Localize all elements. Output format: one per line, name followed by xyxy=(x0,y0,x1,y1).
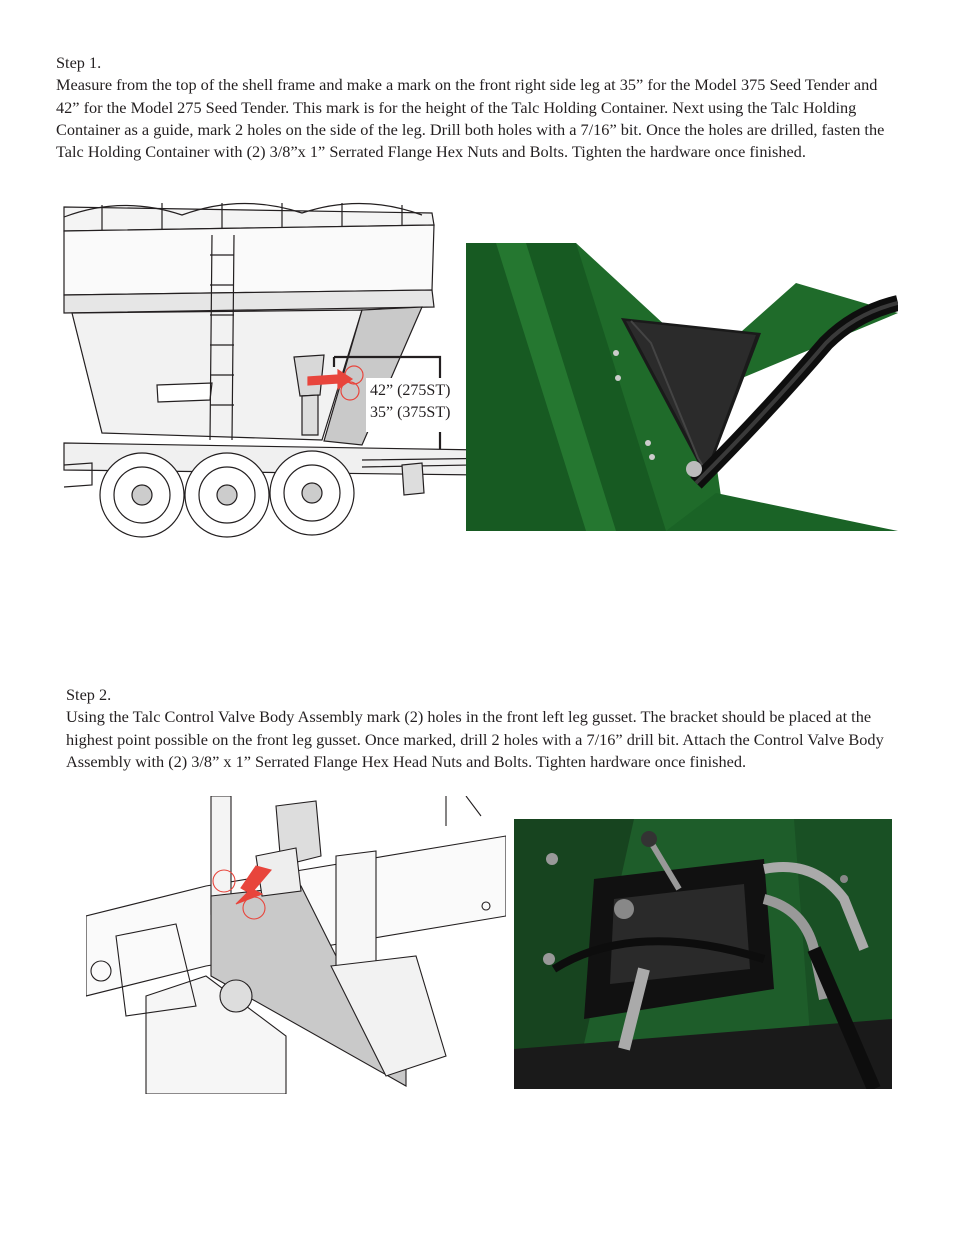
valve-assembly-drawing xyxy=(86,796,506,1094)
step-1-heading: Step 1. xyxy=(56,53,102,72)
callout-275st: 42” (275ST) xyxy=(370,382,451,399)
step-1-text xyxy=(56,52,896,163)
step-2-heading: Step 2. xyxy=(66,685,112,704)
step-1-body: Measure from the top of the shell frame and make a mark on the front right side leg at 35” for the Model 375 Seed Tender and 42” for the Model 275 Seed Tender. This mark is for the height of the Talc Holding Container. Next using the Talc Holding Container as a guide, mark 2 holes on the side of the leg. Drill both holes with a 7/16” bit. Once the holes are drilled, fasten the Talc Holding Container with (2) 3/8”x 1” Serrated Flange Hex Nuts and Bolts. Tighten the hardware once finished. xyxy=(56,75,885,162)
talc-container-photo xyxy=(466,243,898,531)
height-callout xyxy=(366,378,478,432)
step-2-text xyxy=(66,684,906,773)
callout-375st: 35” (375ST) xyxy=(370,404,451,421)
control-valve-photo xyxy=(514,819,892,1089)
step-2-body: Using the Talc Control Valve Body Assembly mark (2) holes in the front left leg gusset. The bracket should be placed at the highest point possible on the front leg gusset. Once marked, drill 2 holes with a 7/16” drill bit. Attach the Control Valve Body Assembly with (2) 3/8” x 1” Serrated Flange Hex Head Nuts and Bolts. Tighten hardware once finished. xyxy=(66,707,884,771)
